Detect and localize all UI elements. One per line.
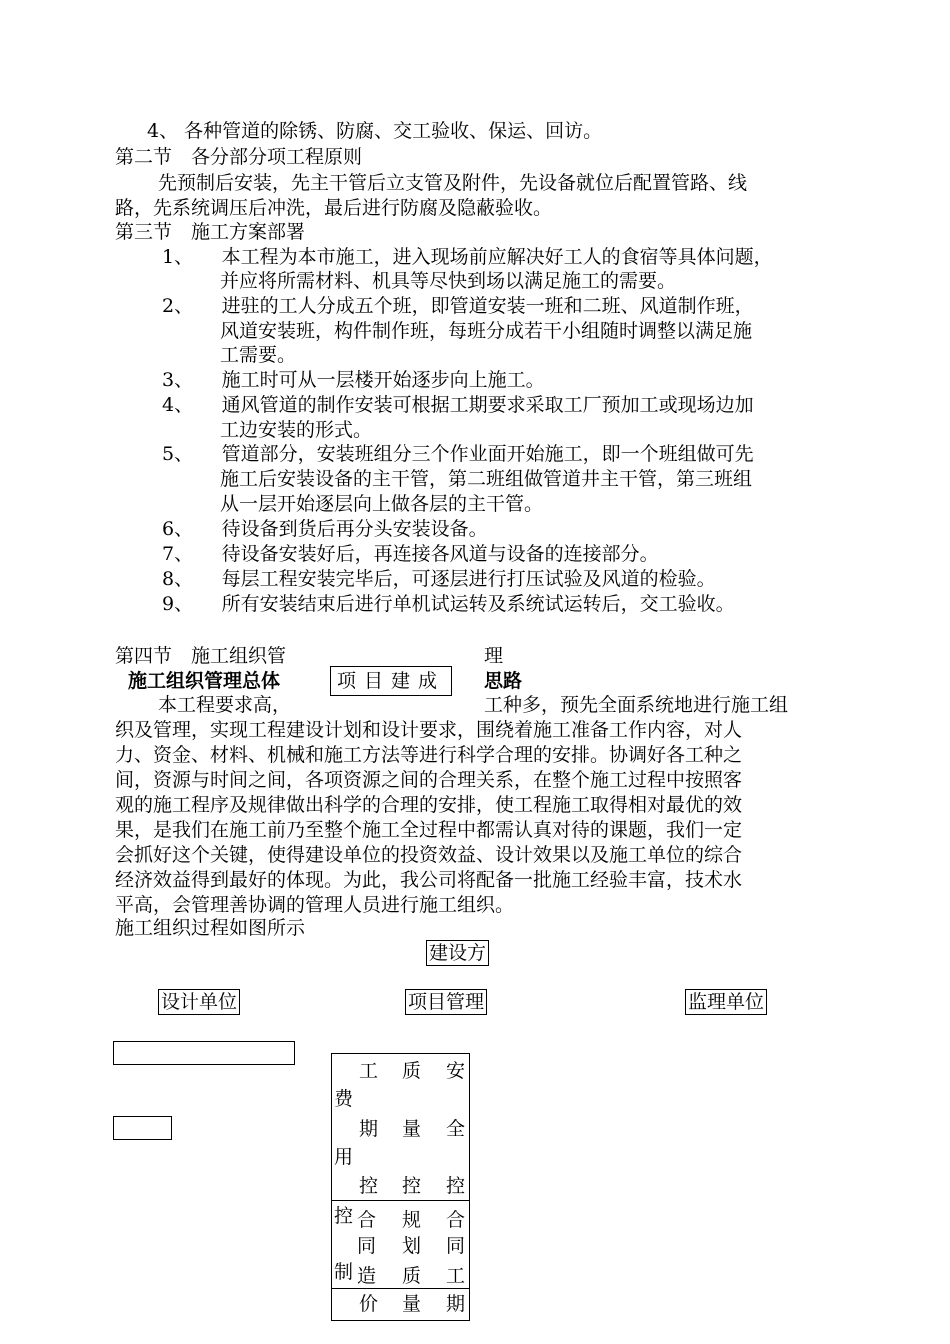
list-item-6: 6、 待设备到货后再分头安装设备。 (162, 518, 488, 540)
table-cell: 工 (359, 1060, 379, 1082)
paragraph-line: 力、资金、材料、机械和施工方法等进行科学合理的安排。协调好各工种之 (115, 744, 743, 766)
table-cell: 费 (334, 1088, 354, 1110)
table-cell: 同 (446, 1235, 466, 1257)
list-item-2: 2、 进驻的工人分成五个班，即管道安装一班和二班、风道制作班， (162, 295, 754, 317)
paragraph-line: 工种多，预先全面系统地进行施工组 (484, 694, 789, 716)
paragraph-line: 经济效益得到最好的体现。为此，我公司将配备一批施工经验丰富，技术水 (115, 869, 743, 891)
table-cell: 全 (446, 1118, 466, 1140)
paragraph-line: 会抓好这个关键，使得建设单位的投资效益、设计效果以及施工单位的综合 (115, 844, 743, 866)
table-cell: 划 (402, 1235, 422, 1257)
table-cell: 制 (334, 1261, 354, 1283)
table-cell: 控 (446, 1175, 466, 1197)
paragraph-line: 间，资源与时间之间，各项资源之间的合理关系，在整个施工过程中按照客 (115, 769, 743, 791)
table-cell: 控 (359, 1175, 379, 1197)
org-node-builder: 建设方 (426, 940, 489, 966)
subheading-overall-tail: 思路 (484, 670, 523, 692)
paragraph-line: 织及管理，实现工程建设计划和设计要求，围绕着施工准备工作内容，对人 (115, 719, 743, 741)
table-cell: 期 (359, 1118, 379, 1140)
table-cell: 合 (446, 1209, 466, 1231)
section-3-heading: 第三节 施工方案部署 (115, 221, 306, 243)
list-item-7: 7、 待设备安装好后，再连接各风道与设备的连接部分。 (162, 543, 659, 565)
paragraph-line: 观的施工程序及规律做出科学的合理的安排，使工程施工取得相对最优的效 (115, 794, 743, 816)
paragraph-line: 果，是我们在施工前乃至整个施工全过程中都需认真对待的课题，我们一定 (115, 819, 743, 841)
empty-box-wide (113, 1041, 295, 1065)
paragraph-line: 路，先系统调压后冲洗，最后进行防腐及隐蔽验收。 (115, 197, 553, 219)
table-cell: 价 (359, 1293, 379, 1315)
table-cell: 量 (402, 1293, 422, 1315)
section-4-heading-tail: 理 (484, 645, 504, 667)
table-cell: 合 (357, 1209, 377, 1231)
subheading-overall: 施工组织管理总体 (128, 670, 281, 692)
table-cell: 控 (402, 1175, 422, 1197)
project-complete-box: 项目建成 (330, 666, 452, 696)
org-node-designer: 设计单位 (158, 989, 240, 1015)
list-item-4-cont: 工边安装的形式。 (220, 419, 373, 441)
table-cell: 工 (446, 1265, 466, 1287)
org-node-project-management: 项目管理 (405, 989, 487, 1015)
org-node-supervisor: 监理单位 (685, 989, 767, 1015)
table-cell: 安 (446, 1060, 466, 1082)
table-divider (332, 1200, 469, 1201)
list-item-5-cont: 从一层开始逐层向上做各层的主干管。 (220, 493, 544, 515)
table-cell: 期 (446, 1293, 466, 1315)
list-item-2-cont: 风道安装班，构件制作班，每班分成若干小组随时调整以满足施 (220, 320, 753, 342)
list-item-5: 5、 管道部分，安装班组分三个作业面开始施工，即一个班组做可先 (162, 443, 754, 465)
section-2-heading: 第二节 各分部分项工程原则 (115, 146, 363, 168)
table-cell: 量 (402, 1118, 422, 1140)
paragraph-line: 本工程要求高， (158, 694, 292, 716)
list-item-1: 1、 本工程为本市施工，进入现场前应解决好工人的食宿等具体问题， (162, 246, 773, 268)
list-item-9: 9、 所有安装结束后进行单机试运转及系统试运转后，交工验收。 (162, 593, 735, 615)
diagram-caption: 施工组织过程如图所示 (115, 917, 306, 939)
list-item-4-maintenance: 4、 各种管道的除锈、防腐、交工验收、保运、回访。 (147, 120, 603, 142)
list-item-8: 8、 每层工程安装完毕后，可逐层进行打压试验及风道的检验。 (162, 568, 716, 590)
paragraph-line: 平高，会管理善协调的管理人员进行施工组织。 (115, 894, 515, 916)
list-item-4: 4、 通风管道的制作安装可根据工期要求采取工厂预加工或现场边加 (162, 394, 754, 416)
list-item-5-cont: 施工后安装设备的主干管，第二班组做管道井主干管，第三班组 (220, 468, 753, 490)
table-cell: 质 (402, 1265, 422, 1287)
table-cell: 造 (357, 1265, 377, 1287)
empty-box-small (113, 1116, 172, 1140)
table-cell: 同 (357, 1235, 377, 1257)
section-4-heading: 第四节 施工组织管 (115, 645, 287, 667)
table-cell: 用 (334, 1146, 354, 1168)
list-item-2-cont: 工需要。 (220, 344, 297, 366)
table-cell: 控 (334, 1205, 354, 1227)
paragraph-line: 先预制后安装，先主干管后立支管及附件，先设备就位后配置管路、线 (158, 172, 748, 194)
table-cell: 规 (402, 1209, 422, 1231)
table-cell: 质 (402, 1060, 422, 1082)
list-item-3: 3、 施工时可从一层楼开始逐步向上施工。 (162, 369, 545, 391)
table-divider (332, 1288, 469, 1289)
list-item-1-cont: 并应将所需材料、机具等尽快到场以满足施工的需要。 (220, 270, 677, 292)
